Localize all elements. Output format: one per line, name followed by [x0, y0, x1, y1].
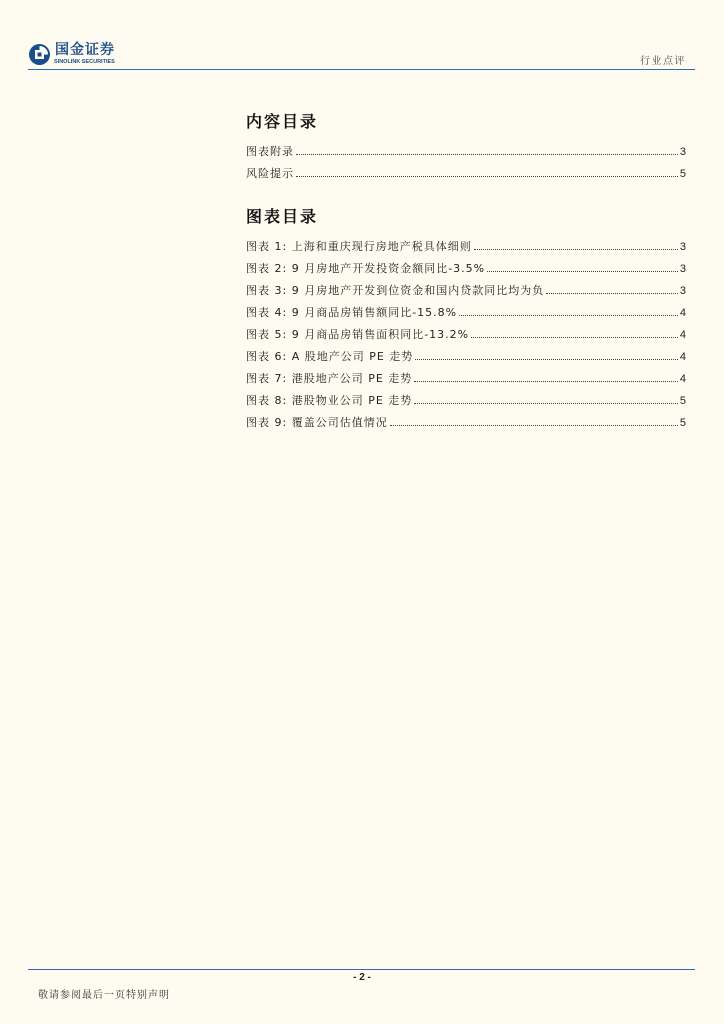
figure-entry[interactable]: [246, 260, 686, 282]
figure-entry-label: 图表 6: A 股地产公司 PE 走势: [246, 350, 414, 363]
dot-leader: [390, 424, 678, 426]
figure-entry-page: 3: [679, 263, 686, 275]
dot-leader: [474, 248, 678, 250]
dot-leader: [459, 314, 678, 316]
dot-leader: [296, 175, 678, 177]
dot-leader: [414, 402, 678, 404]
sinolink-logo-icon: [28, 43, 51, 66]
logo-chinese-name: 国金证券: [55, 42, 115, 58]
contents-title: 内容目录: [246, 112, 319, 131]
figure-entry[interactable]: [246, 414, 686, 436]
figure-entry-page: 3: [679, 241, 686, 253]
figure-entry-label: 图表 2: 9 月房地产开发投资金额同比-3.5%: [246, 262, 486, 275]
toc-entry-page: 3: [679, 146, 686, 158]
figure-entry-label: 图表 5: 9 月商品房销售面积同比-13.2%: [246, 328, 470, 341]
figure-entry-page: 4: [679, 373, 686, 385]
figure-entry-label: 图表 7: 港股地产公司 PE 走势: [246, 372, 413, 385]
figure-entry-page: 4: [679, 329, 686, 341]
figure-entry[interactable]: [246, 370, 686, 392]
toc-entry-label: 图表附录: [246, 145, 294, 158]
company-logo: [28, 43, 132, 67]
dot-leader: [546, 292, 678, 294]
figure-entry-label: 图表 1: 上海和重庆现行房地产税具体细则: [246, 240, 472, 253]
report-type-label: 行业点评: [640, 56, 686, 67]
figure-entry-label: 图表 9: 覆盖公司估值情况: [246, 416, 388, 429]
table-of-contents: [246, 112, 686, 436]
figure-entry-page: 4: [679, 351, 686, 363]
logo-english-name: SINOLINK SECURITIES: [54, 59, 115, 65]
figure-entry-label: 图表 3: 9 月房地产开发到位资金和国内贷款同比均为负: [246, 284, 545, 297]
disclaimer-note: 敬请参阅最后一页特别声明: [38, 990, 170, 1001]
figure-entry-page: 3: [679, 285, 686, 297]
page-number: - 2 -: [353, 972, 371, 983]
header-divider: [28, 69, 695, 70]
toc-entry[interactable]: [246, 143, 686, 165]
figure-entry[interactable]: [246, 238, 686, 260]
dot-leader: [487, 270, 678, 272]
figure-entry[interactable]: [246, 282, 686, 304]
figure-entry-label: 图表 8: 港股物业公司 PE 走势: [246, 394, 413, 407]
figure-entry[interactable]: [246, 348, 686, 370]
figure-entry[interactable]: [246, 392, 686, 414]
dot-leader: [471, 336, 678, 338]
footer-divider: [28, 969, 695, 970]
figure-entry-page: 5: [679, 395, 686, 407]
figure-entry[interactable]: [246, 304, 686, 326]
dot-leader: [296, 153, 678, 155]
section-spacer: [246, 187, 686, 207]
toc-entry[interactable]: [246, 165, 686, 187]
figure-entry-page: 4: [679, 307, 686, 319]
figure-entry-label: 图表 4: 9 月商品房销售额同比-15.8%: [246, 306, 458, 319]
figure-entry[interactable]: [246, 326, 686, 348]
page-header: [0, 0, 724, 72]
toc-entry-label: 风险提示: [246, 167, 294, 180]
dot-leader: [415, 358, 678, 360]
figure-entry-page: 5: [679, 417, 686, 429]
dot-leader: [414, 380, 678, 382]
figures-title: 图表目录: [246, 207, 319, 226]
toc-entry-page: 5: [679, 168, 686, 180]
